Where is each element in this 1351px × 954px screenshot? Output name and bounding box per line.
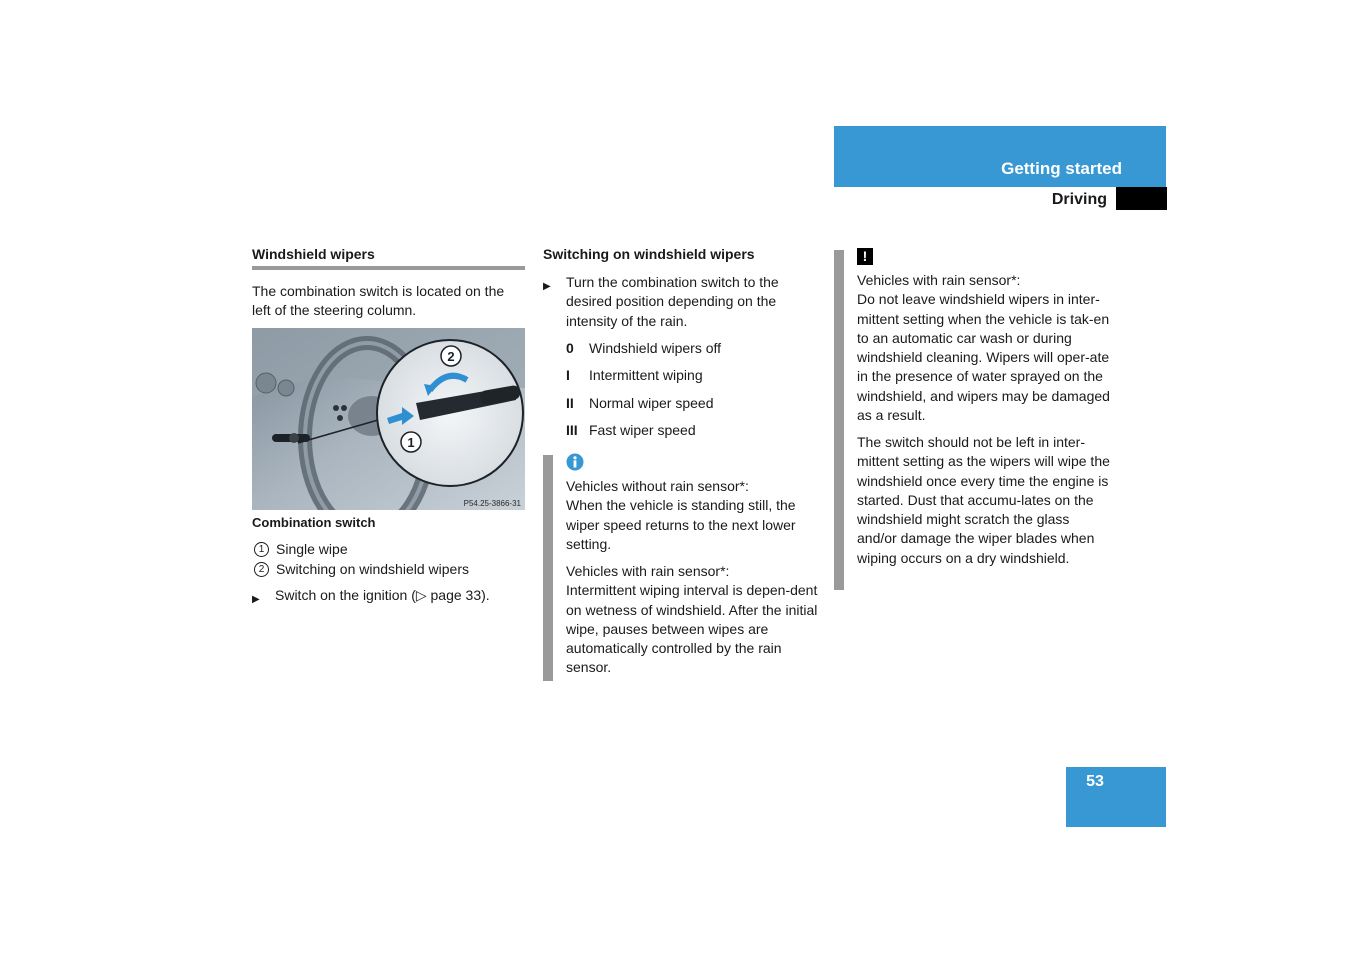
info-paragraph-no-rain-sensor: Vehicles without rain sensor*: When the vehicle is standing still, the wiper speed returns to the next lower setting. — [566, 478, 796, 552]
page-number: 53 — [1086, 773, 1104, 790]
header-band — [834, 126, 1166, 187]
callout-number: 2 — [254, 562, 269, 577]
subsection-title: Driving — [1051, 191, 1107, 208]
svg-text:1: 1 — [407, 435, 415, 450]
heading-rule — [252, 266, 525, 270]
position-key: II — [566, 394, 574, 411]
position-key: 0 — [566, 340, 574, 356]
combination-switch-figure — [252, 328, 525, 510]
legend-item — [252, 560, 532, 581]
position-text: Windshield wipers off — [589, 340, 722, 356]
switch-positions-list — [566, 339, 816, 448]
legend-item — [252, 539, 532, 560]
warning-sidebar-bar — [834, 250, 844, 590]
figure-reference-label: P54.25-3866-31 — [463, 499, 521, 508]
legend-text: Single wipe — [276, 540, 348, 557]
position-text: Fast wiper speed — [589, 421, 696, 438]
step-arrow-icon: ▶ — [543, 281, 551, 292]
step-text: Switch on the ignition (▷ page 33). — [275, 587, 490, 603]
legend-text: Switching on windshield wipers — [276, 561, 469, 578]
switching-on-heading: Switching on windshield wipers — [543, 246, 755, 262]
list-item — [566, 339, 816, 366]
position-key: III — [566, 421, 578, 438]
section-title: Getting started — [1001, 159, 1122, 178]
info-paragraph-rain-sensor: Vehicles with rain sensor*: Intermittent wiping interval is depen-dent on wetness of windshield. After the initial wipe, pauses between wipes are automatically controlled by the rain sensor. — [566, 563, 818, 676]
list-item — [566, 421, 816, 448]
step-arrow-icon: ▶ — [252, 594, 260, 605]
info-sidebar-bar — [543, 455, 553, 681]
position-key: I — [566, 367, 570, 384]
list-item — [566, 394, 816, 421]
info-icon — [566, 453, 584, 471]
figure-caption: Combination switch — [252, 515, 376, 530]
intro-paragraph: The combination switch is located on the left of the steering column. — [252, 283, 505, 319]
page-number-box — [1066, 767, 1166, 827]
warning-icon: ! — [857, 248, 873, 265]
ignition-step — [252, 586, 532, 609]
subsection-tab-marker — [1116, 187, 1167, 210]
turn-switch-step — [543, 273, 815, 331]
list-item — [566, 366, 816, 393]
step-text: Turn the combination switch to the desired position depending on the intensity of the rain. — [566, 274, 779, 329]
windshield-wipers-heading: Windshield wipers — [252, 246, 375, 262]
figure-legend — [252, 539, 532, 580]
warning-paragraph-intermittent: The switch should not be left in inter-mittent setting as the wipers will wipe the windshield once every time the engine is started. Dust that accumu-lates on the windshield might scratch the glass and/or damage the wiper blades when wiping occurs on a dry windshield. — [857, 434, 1110, 566]
position-text: Intermittent wiping — [589, 367, 703, 384]
callout-number: 1 — [254, 542, 269, 557]
svg-text:2: 2 — [447, 349, 455, 364]
warning-paragraph-car-wash: Vehicles with rain sensor*: Do not leave windshield wipers in inter-mittent setting when the vehicle is tak-en to an automatic car wash or during windshield cleaning. Wipers will oper-ate in the presence of water sprayed on the windshield, and wipers may be damaged as a result. — [857, 272, 1110, 424]
position-text: Normal wiper speed — [589, 394, 714, 411]
